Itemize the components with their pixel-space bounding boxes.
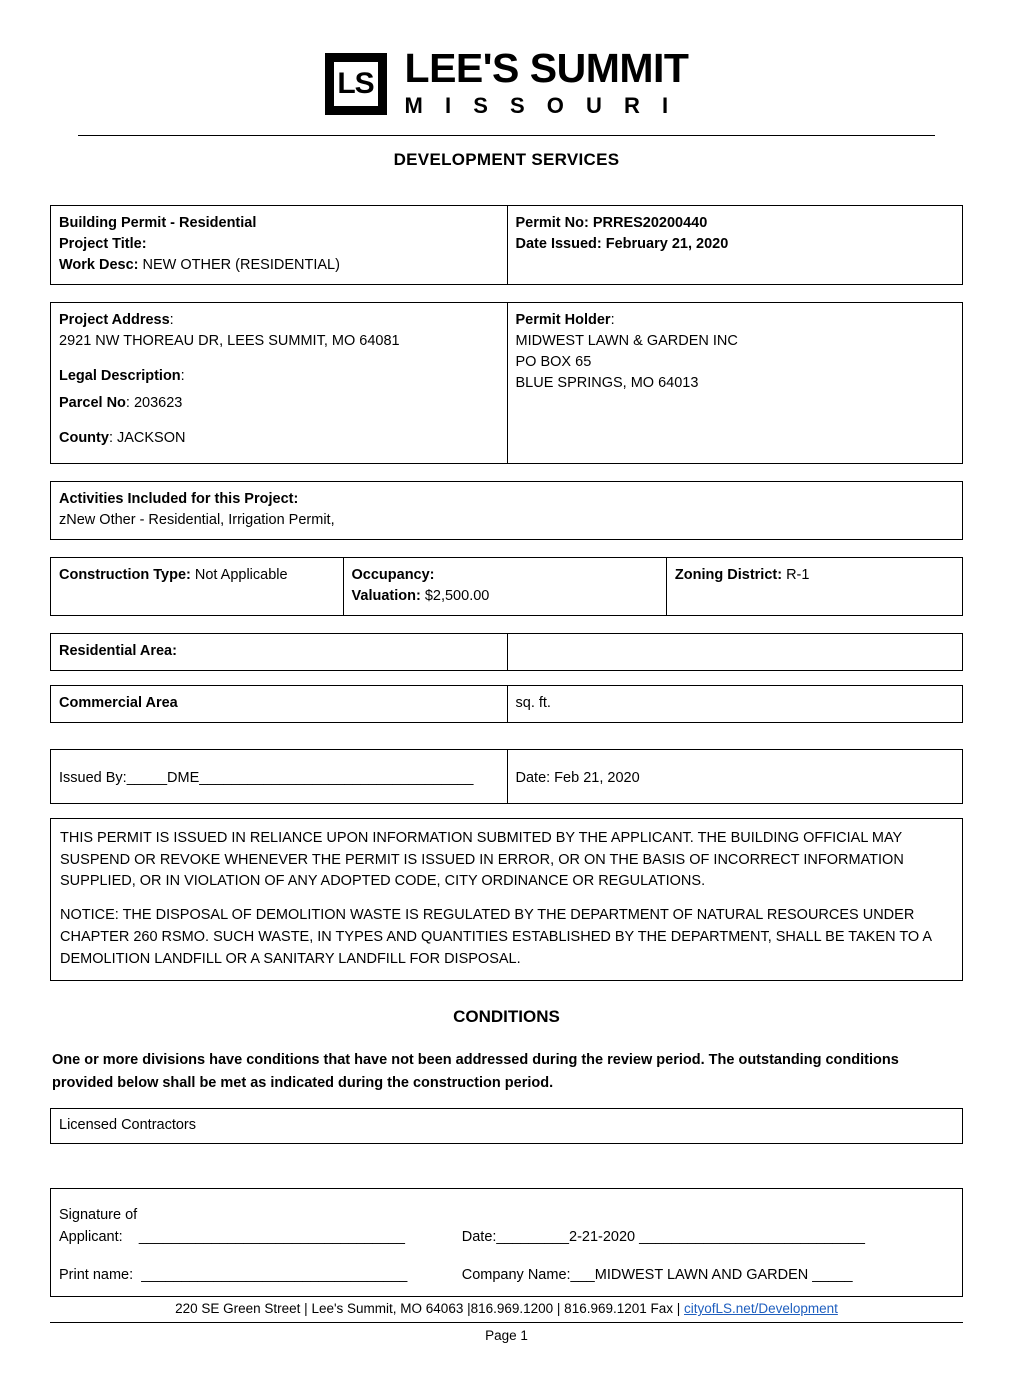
footer-website-link[interactable]: cityofLS.net/Development — [684, 1301, 838, 1316]
activities-value: zNew Other - Residential, Irrigation Permit, — [59, 511, 335, 528]
permit-holder-row — [516, 310, 955, 331]
signature-date-cell — [462, 1227, 954, 1249]
county-label: County — [59, 429, 109, 446]
permit-info-left — [51, 206, 507, 284]
valuation-label: Valuation: — [351, 587, 421, 604]
print-name-cell — [59, 1265, 462, 1287]
residential-area-box — [50, 633, 963, 671]
occupancy-cell — [343, 558, 666, 615]
company-name-value[interactable]: ___MIDWEST LAWN AND GARDEN _____ — [570, 1266, 853, 1283]
permit-no: Permit No: PRRES20200440 — [515, 214, 708, 231]
state-name: M I S S O U R I — [404, 93, 677, 118]
work-desc-value: NEW OTHER (RESIDENTIAL) — [138, 256, 340, 273]
zoning-label: Zoning District: — [674, 566, 783, 583]
print-name-line[interactable]: _________________________________ — [141, 1266, 408, 1283]
notice-paragraph-2: NOTICE: THE DISPOSAL OF DEMOLITION WASTE IS REGULATED BY THE DEPARTMENT OF NATURAL RESOURCES UNDER CHAPTER 260 RSMO. SUCH WASTE, IN TYPES AND QUANTITIES ESTABLISHED BY THE DEPARTMENT, SHALL BE TAKEN TO A DEMOLITION LANDFILL OR A SANITARY LANDFILL FOR DISPOSAL. — [60, 907, 932, 967]
residential-area-value-cell — [507, 634, 963, 670]
project-address-label: Project Address — [59, 311, 170, 328]
legal-description-row — [59, 366, 499, 387]
parcel-value: : 203623 — [125, 394, 183, 411]
construction-type-value: Not Applicable — [190, 566, 288, 583]
construction-type-cell — [51, 558, 343, 615]
notice-box — [50, 818, 963, 982]
parcel-label: Parcel No — [59, 394, 126, 411]
document-footer — [50, 1301, 963, 1343]
page-number: Page 1 — [485, 1328, 528, 1343]
commercial-area-label: Commercial Area — [59, 694, 178, 711]
conditions-item: Licensed Contractors — [59, 1117, 197, 1134]
ls-logo-text: LS — [337, 67, 374, 101]
county-value: : JACKSON — [108, 429, 186, 446]
project-address-row — [59, 310, 499, 331]
holder-street: PO BOX 65 — [515, 353, 592, 370]
signature-label-line1: Signature of — [59, 1207, 138, 1224]
notice-paragraph-1: THIS PERMIT IS ISSUED IN RELIANCE UPON INFORMATION SUBMITED BY THE APPLICANT. THE BUILDING OFFICIAL MAY SUSPEND OR REVOKE WHENEVER THE PERMIT IS ISSUED IN ERROR, OR ON THE BASIS OF INCORRECT INFORMATION SUPPLIED, OR IN VIOLATION OF ANY ADOPTED CODE, CITY ORDINANCE OR REGULATIONS. — [60, 829, 904, 890]
project-address-colon: : — [169, 311, 174, 328]
notice-cell — [51, 819, 962, 981]
permit-holder-label: Permit Holder — [515, 311, 611, 328]
signature-date-label: Date: — [461, 1228, 497, 1245]
work-desc-row — [59, 255, 499, 276]
county-row — [59, 428, 499, 449]
signature-label-line2: Applicant: — [59, 1228, 123, 1245]
conditions-intro: One or more divisions have conditions that have not been addressed during the review period. The outstanding conditions provided below shall be met as indicated during the construction period. — [52, 1052, 899, 1091]
issued-date-cell: Date: Feb 21, 2020 — [507, 750, 963, 803]
project-address-cell — [51, 303, 507, 463]
permit-holder-cell — [507, 303, 963, 463]
legal-description-colon: : — [180, 367, 185, 384]
project-title-label: Project Title: — [59, 235, 147, 252]
permit-info-box — [50, 205, 963, 285]
date-issued: Date Issued: February 21, 2020 — [515, 235, 729, 252]
activities-cell — [51, 482, 962, 539]
project-address-value: 2921 NW THOREAU DR, LEES SUMMIT, MO 64081 — [59, 332, 400, 349]
occupancy-label: Occupancy: — [351, 566, 435, 583]
footer-address: 220 SE Green Street | Lee's Summit, MO 64063 |816.969.1200 | 816.969.1201 Fax | — [175, 1301, 685, 1316]
activities-box — [50, 481, 963, 540]
company-name-label: Company Name: — [461, 1266, 571, 1283]
conditions-title: CONDITIONS — [453, 1007, 560, 1027]
residential-area-label: Residential Area: — [59, 642, 177, 659]
conditions-item-box — [50, 1108, 963, 1144]
zoning-cell — [666, 558, 962, 615]
city-name: LEE'S SUMMIT — [404, 45, 689, 91]
residential-area-label-cell — [51, 634, 507, 670]
holder-city: BLUE SPRINGS, MO 64013 — [515, 374, 699, 391]
signature-box — [50, 1188, 963, 1297]
issued-by-cell: Issued By:_____DME__________________________________ — [59, 769, 474, 786]
holder-name: MIDWEST LAWN & GARDEN INC — [515, 332, 738, 349]
construction-type-label: Construction Type: — [59, 566, 191, 583]
signature-applicant-row — [59, 1227, 462, 1249]
commercial-area-box — [50, 685, 963, 723]
issued-by-box — [50, 749, 963, 804]
parcel-row — [59, 393, 499, 414]
footer-contact — [50, 1301, 963, 1322]
document-header — [50, 0, 963, 121]
permit-type-label: Building Permit - Residential — [59, 214, 257, 231]
valuation-value: $2,500.00 — [420, 587, 490, 604]
legal-description-label: Legal Description — [59, 367, 181, 384]
commercial-area-value-cell: sq. ft. — [507, 686, 963, 722]
commercial-area-label-cell — [51, 686, 507, 722]
city-wordmark — [404, 45, 689, 121]
construction-box — [50, 557, 963, 616]
company-name-cell — [462, 1265, 954, 1287]
zoning-value: R-1 — [782, 566, 810, 583]
print-name-label: Print name: — [59, 1266, 134, 1283]
permit-info-right — [507, 206, 963, 284]
work-desc-label: Work Desc: — [59, 256, 139, 273]
address-holder-box — [50, 302, 963, 464]
signature-date-value[interactable]: _________2-21-2020 ____________________________ — [496, 1228, 865, 1245]
department-title: DEVELOPMENT SERVICES — [393, 149, 620, 169]
ls-logo-icon — [325, 53, 387, 115]
signature-line[interactable]: _________________________________ — [138, 1228, 405, 1245]
header-divider — [78, 135, 935, 136]
permit-holder-colon: : — [610, 311, 615, 328]
city-logo — [325, 45, 689, 121]
signature-label-cell — [59, 1205, 462, 1249]
valuation-row — [352, 586, 658, 607]
activities-label: Activities Included for this Project: — [59, 490, 299, 507]
